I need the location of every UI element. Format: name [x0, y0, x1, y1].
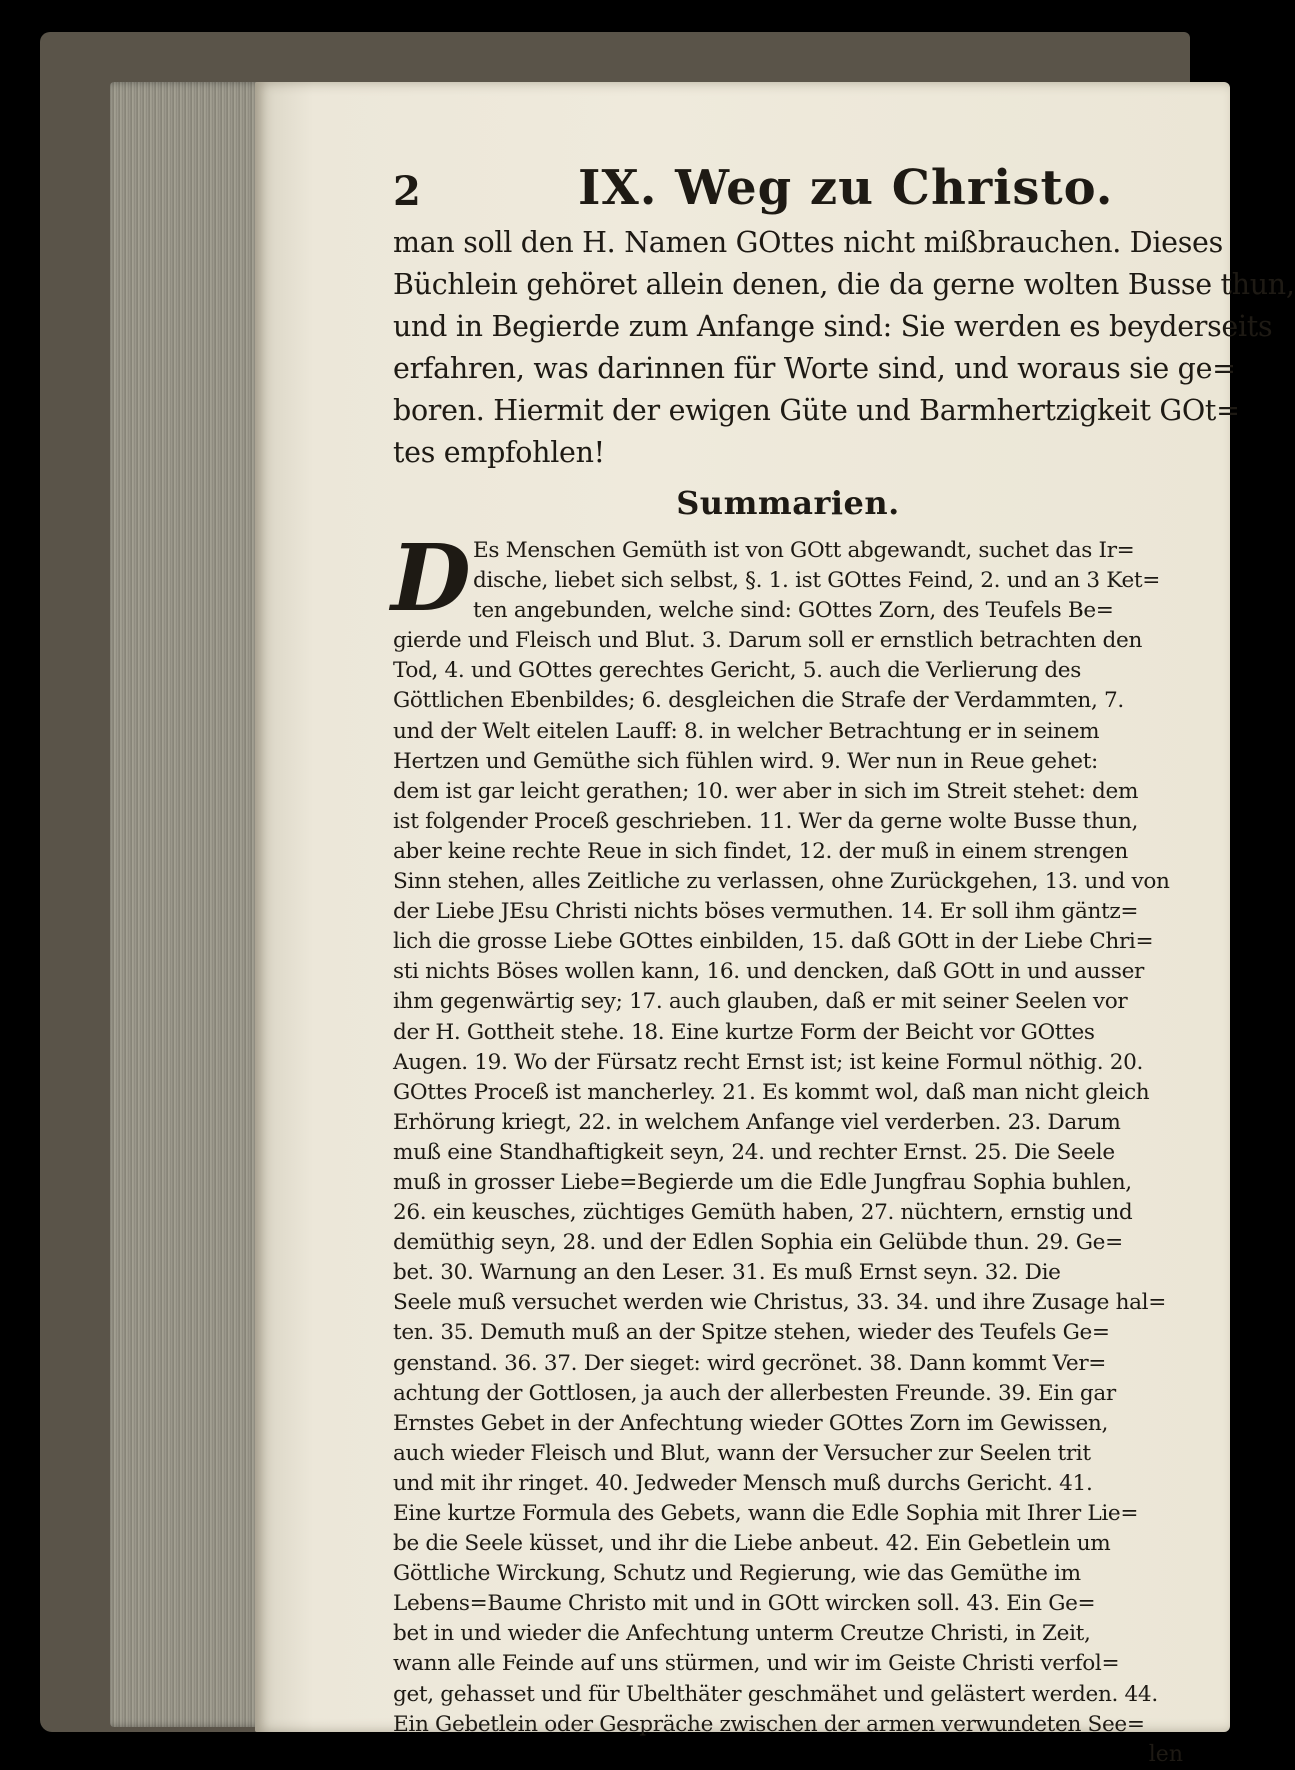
summary-line: und der Welt eitelen Lauff: 8. in welcher Betrachtung er in seinem — [393, 718, 1100, 744]
summary-line: auch wieder Fleisch und Blut, wann der Versucher zur Seelen trit — [393, 1440, 1091, 1466]
summary-line: Erhörung kriegt, 22. in welchem Anfange viel verderben. 23. Darum — [393, 1109, 1121, 1135]
summary-line: Seele muß versuchet werden wie Christus, 33. 34. und ihre Zusage hal= — [393, 1290, 1166, 1316]
summary-line: muß eine Standhaftigkeit seyn, 24. und rechter Ernst. 25. Die Seele — [393, 1139, 1115, 1165]
intro-line: und in Begierde zum Anfange sind: Sie werden es beyderseits — [393, 310, 1273, 343]
summary-line: Eine kurtze Formula des Gebets, wann die Edle Sophia mit Ihrer Lie= — [393, 1501, 1139, 1526]
summary-line: Ein Gebetlein oder Gespräche zwischen der armen verwundeten See= — [393, 1711, 1145, 1737]
summary-line: bet. 30. Warnung an den Leser. 31. Es muß Ernst seyn. 32. Die — [393, 1260, 1061, 1286]
intro-line: erfahren, was darinnen für Worte sind, und woraus sie ge= — [393, 352, 1236, 385]
intro-line: Büchlein gehöret allein denen, die da gerne wolten Busse thun, — [393, 268, 1295, 301]
summary-line: genstand. 36. 37. Der sieget: wird gecrönet. 38. Dann kommt Ver= — [393, 1350, 1107, 1376]
summary-line: ten. 35. Demuth muß an der Spitze stehen, wieder des Teufels Ge= — [393, 1320, 1110, 1346]
running-head — [393, 160, 1183, 218]
drop-cap-initial: D — [391, 524, 471, 632]
summary-line: ihm gegenwärtig sey; 17. auch glauben, daß er mit seiner Seelen vor — [393, 989, 1128, 1015]
summary-line: Göttlichen Ebenbildes; 6. desgleichen die Strafe der Verdammten, 7. — [393, 688, 1124, 714]
summary-line: ist folgender Proceß geschrieben. 11. Wer da gerne wolte Busse thun, — [393, 808, 1139, 834]
summary-line: Sinn stehen, alles Zeitliche zu verlassen, ohne Zurückgehen, 13. und von — [393, 869, 1170, 895]
summary-line: dische, liebet sich selbst, §. 1. ist GOttes Feind, 2. und an 3 Ket= — [473, 568, 1161, 594]
catchword: len — [1148, 1741, 1183, 1767]
summary-line: Hertzen und Gemüthe sich fühlen wird. 9. Wer nun in Reue gehet: — [393, 748, 1098, 774]
summary-line: ten angebunden, welche sind: GOttes Zorn, des Teufels Be= — [473, 598, 1114, 624]
book — [40, 32, 1295, 1767]
summary-line: get, gehasset und für Ubelthäter geschmähet und gelästert werden. 44. — [393, 1681, 1158, 1707]
intro-line: boren. Hiermit der ewigen Güte und Barmhertzigkeit GOt= — [393, 394, 1240, 427]
summary-line: 26. ein keusches, züchtiges Gemüth haben, 27. nüchtern, ernstig und — [393, 1200, 1133, 1226]
summary-line: demüthig seyn, 28. und der Edlen Sophia ein Gelübde thun. 29. Ge= — [393, 1230, 1123, 1256]
summary-line: lich die grosse Liebe GOttes einbilden, 15. daß GOtt in der Liebe Chri= — [393, 929, 1154, 955]
summary-line: der Liebe JEsu Christi nichts böses vermuthen. 14. Er soll ihm gäntz= — [393, 899, 1139, 925]
summary-line: sti nichts Böses wollen kann, 16. und dencken, daß GOtt in und ausser — [393, 959, 1145, 985]
summary-line: und mit ihr ringet. 40. Jedweder Mensch muß durchs Gericht. 41. — [393, 1470, 1093, 1496]
summary-line: muß in grosser Liebe=Begierde um die Edle Jungfrau Sophia buhlen, — [393, 1169, 1132, 1195]
intro-line: man soll den H. Namen GOttes nicht mißbrauchen. Dieses — [393, 226, 1223, 259]
page-number: 2 — [393, 168, 421, 215]
summary-heading: Summarien. — [676, 484, 900, 522]
summary-line: Es Menschen Gemüth ist von GOtt abgewandt, suchet das Ir= — [473, 538, 1135, 563]
summary-line: GOttes Proceß ist mancherley. 21. Es kommt wol, daß man nicht gleich — [393, 1079, 1150, 1105]
summary-line: bet in und wieder die Anfechtung unterm Creutze Christi, in Zeit, — [393, 1621, 1091, 1647]
running-title: IX. Weg zu Christo. — [578, 160, 1114, 216]
summary-line: aber keine rechte Reue in sich findet, 12. der muß in einem strengen — [393, 838, 1128, 864]
intro-paragraph — [393, 222, 1295, 474]
summary-line: Augen. 19. Wo der Fürsatz recht Ernst ist; ist keine Formul nöthig. 20. — [393, 1049, 1144, 1075]
summary-line: Lebens=Baume Christo mit und in GOtt wircken soll. 43. Ein Ge= — [393, 1591, 1096, 1617]
intro-line: tes empfohlen! — [393, 436, 605, 469]
summary-paragraph — [391, 524, 1183, 1740]
summary-line: Göttliche Wirckung, Schutz und Regierung, wie das Gemüthe im — [393, 1561, 1081, 1587]
summary-line: Tod, 4. und GOttes gerechtes Gericht, 5. auch die Verlierung des — [393, 658, 1081, 684]
summary-line: Ernstes Gebet in der Anfechtung wieder GOttes Zorn im Gewissen, — [393, 1410, 1108, 1436]
summary-line: der H. Gottheit stehe. 18. Eine kurtze Form der Beicht vor GOttes — [393, 1019, 1095, 1045]
page-content — [391, 160, 1295, 1767]
summary-line: wann alle Feinde auf uns stürmen, und wir im Geiste Christi verfol= — [393, 1651, 1120, 1677]
summary-line: dem ist gar leicht gerathen; 10. wer aber in sich im Streit stehet: dem — [393, 778, 1139, 804]
summary-line: achtung der Gottlosen, ja auch der allerbesten Freunde. 39. Ein gar — [393, 1380, 1116, 1406]
book-page — [255, 82, 1295, 1767]
summary-line: gierde und Fleisch und Blut. 3. Darum soll er ernstlich betrachten den — [393, 628, 1143, 654]
summary-line: be die Seele küsset, und ihr die Liebe anbeut. 42. Ein Gebetlein um — [393, 1531, 1111, 1557]
